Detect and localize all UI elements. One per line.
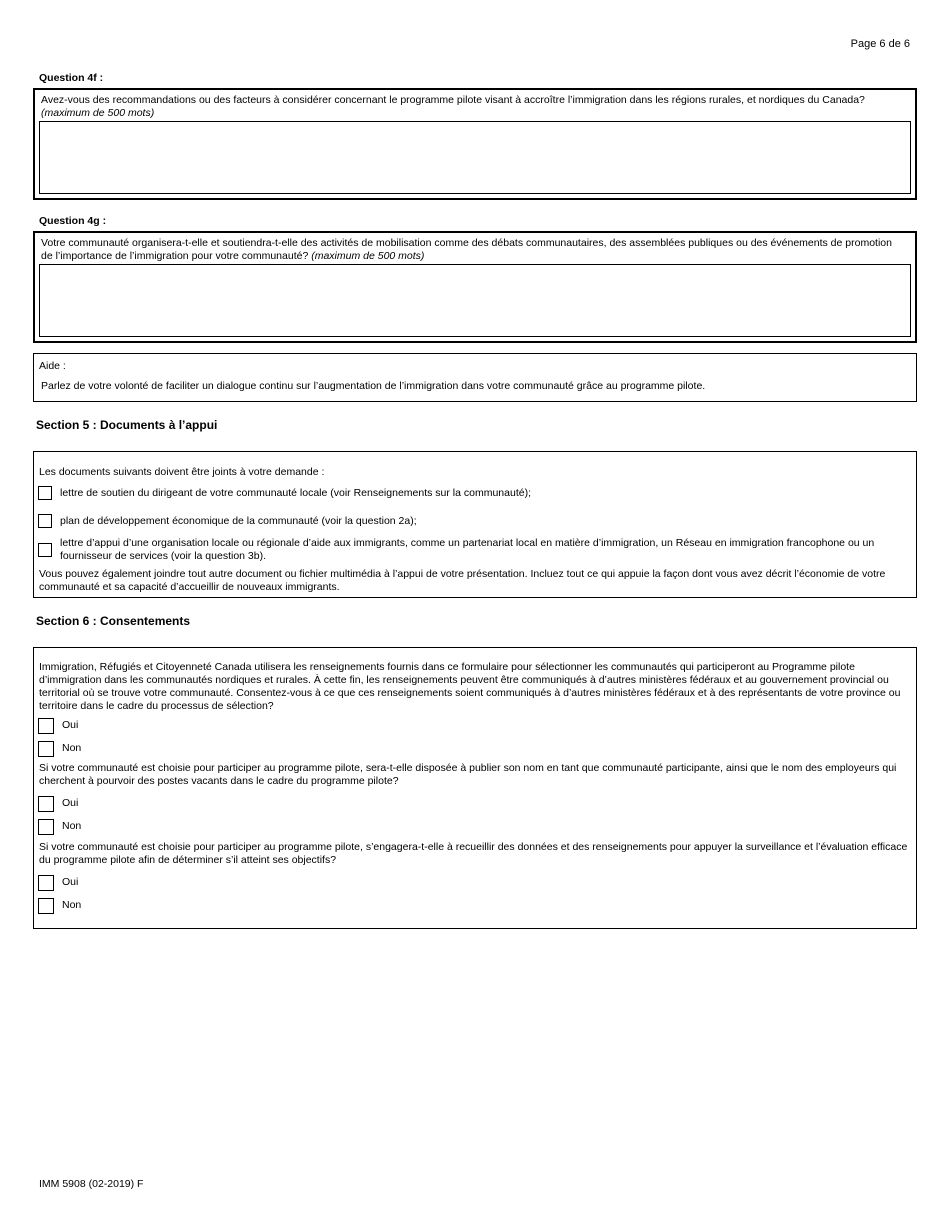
section-5-note: Vous pouvez également joindre tout autre document ou fichier multimédia à l’appui de votre présentation. Incluez tout ce qui appuie la façon dont vous avez décrit l’économie de votre communauté et sa capacité d’accueillir de nouveaux immigrants. (39, 568, 886, 593)
consent-question-3: Si votre communauté est choisie pour participer au programme pilote, s’engagera-t-elle à recueillir des données et des renseignements pour appuyer la surveillance et l’évaluation efficace du programme pilote afin de déterminer s’il atteint ses objectifs? (39, 841, 908, 866)
option-label: Oui (62, 876, 79, 888)
question-4g-prompt: Votre communauté organisera-t-elle et soutiendra-t-elle des activités de mobilisation comme des débats communautaires, des assemblées publiques ou des événements de promotion de l’importance de l’immigration pour votre communauté? (41, 237, 892, 262)
question-4f-text (41, 94, 897, 120)
form-identifier: IMM 5908 (02-2019) F (39, 1178, 144, 1190)
consent-1-no-checkbox[interactable] (38, 741, 54, 757)
help-box (33, 353, 917, 402)
document-item-label: plan de développement économique de la communauté (voir la question 2a); (60, 515, 417, 527)
page-number: Page 6 de 6 (850, 38, 910, 50)
consent-question-2: Si votre communauté est choisie pour participer au programme pilote, sera-t-elle disposée à publier son nom en tant que communauté participante, ainsi que le nom des employeurs qui cherchent à pourvoir des postes vacants dans le cadre du programme pilote? (39, 762, 897, 787)
section-6-title: Section 6 : Consentements (36, 614, 191, 628)
question-4f-answer-field[interactable] (39, 121, 911, 194)
document-item-label: lettre de soutien du dirigeant de votre communauté locale (voir Renseignements sur la communauté); (60, 487, 531, 499)
consent-3-yes-checkbox[interactable] (38, 875, 54, 891)
question-4g-label: Question 4g : (39, 215, 107, 227)
section-5-box (33, 451, 917, 598)
section-5-title: Section 5 : Documents à l’appui (36, 418, 218, 432)
consent-question-1: Immigration, Réfugiés et Citoyenneté Canada utilisera les renseignements fournis dans ce formulaire pour sélectionner les communautés qui participeront au Programme pilote d’immigration dans les communautés nordiques et rurales. À cette fin, les renseignements peuvent être communiqués à d’autres ministères fédéraux et au gouvernement provincial ou territorial où se trouve votre communauté. Consentez-vous à ce que ces renseignements soient communiqués à d’autres ministères fédéraux et à des représentants de votre province ou territoire dans le cadre du processus de sélection? (39, 661, 901, 712)
section-5-intro: Les documents suivants doivent être joints à votre demande : (39, 466, 325, 478)
question-4f-box (33, 88, 917, 200)
consent-2-no-checkbox[interactable] (38, 819, 54, 835)
consent-1-yes-checkbox[interactable] (38, 718, 54, 734)
help-text: Parlez de votre volonté de faciliter un dialogue continu sur l’augmentation de l’immigration dans votre communauté grâce au programme pilote. (41, 380, 706, 392)
question-4g-answer-field[interactable] (39, 264, 911, 337)
question-4g-box (33, 231, 917, 343)
document-item-label: lettre d’appui d’une organisation locale ou régionale d’aide aux immigrants, comme un partenariat local en matière d’immigration, un Réseau en immigration francophone ou un fournisseur de services (voir la question 3b). (60, 537, 875, 562)
consent-3-no-checkbox[interactable] (38, 898, 54, 914)
question-4f-limit: (maximum de 500 mots) (41, 107, 155, 119)
section-6-box (33, 647, 917, 929)
consent-2-yes-checkbox[interactable] (38, 796, 54, 812)
question-4g-text (41, 237, 897, 263)
question-4g-limit: (maximum de 500 mots) (311, 250, 425, 262)
option-label: Non (62, 899, 82, 911)
option-label: Non (62, 820, 82, 832)
checkbox-community-letter[interactable] (38, 486, 52, 500)
question-4f-prompt: Avez-vous des recommandations ou des facteurs à considérer concernant le programme pilote visant à accroître l’immigration dans les régions rurales, et nordiques du Canada? (41, 94, 865, 106)
question-4f-label: Question 4f : (39, 72, 104, 84)
checkbox-support-letter[interactable] (38, 543, 52, 557)
option-label: Non (62, 742, 82, 754)
option-label: Oui (62, 797, 79, 809)
option-label: Oui (62, 719, 79, 731)
checkbox-economic-plan[interactable] (38, 514, 52, 528)
help-label: Aide : (39, 360, 66, 372)
